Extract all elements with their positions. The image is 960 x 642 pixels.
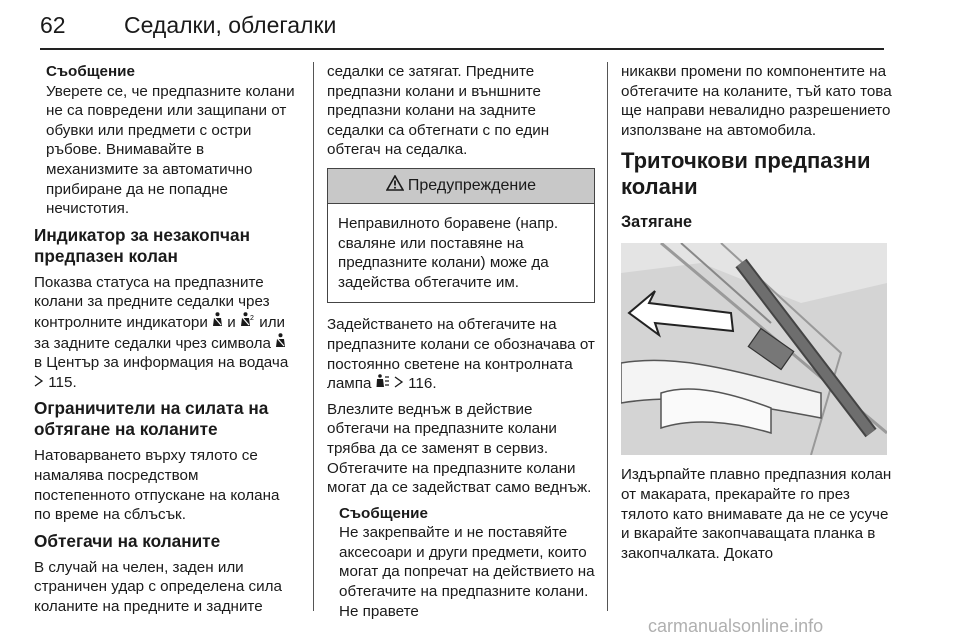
seatbelt-illustration xyxy=(621,243,887,455)
column-divider xyxy=(607,62,608,611)
seatbelt-icon xyxy=(212,312,223,333)
paragraph: Натоварването върху тялото се намалява посредством постепенното отпускане на колана по време на сблъсък. xyxy=(34,447,280,524)
subsection-heading: Затягане xyxy=(621,213,693,232)
warning-triangle-icon xyxy=(386,175,404,197)
text-run: Показва статуса на предпазните колани за предните седалки чрез контролните индикатори xyxy=(34,273,270,331)
column-2 xyxy=(327,62,595,627)
note-block xyxy=(327,504,595,622)
paragraph xyxy=(327,315,595,393)
page-ref-icon xyxy=(34,373,44,393)
page-number: 62 xyxy=(40,12,66,38)
note-text: Не закрепвайте и не поставяйте аксесоари и други предмети, които могат да попречат на действието на обтегачите на предпазните колани. Не правете xyxy=(339,524,595,620)
section-heading: Триточкови предпазни колани xyxy=(621,148,871,200)
page-title: Седалки, облегалки xyxy=(124,12,337,38)
note-label: Съобщение xyxy=(339,504,428,522)
column-divider xyxy=(313,62,314,611)
warning-box xyxy=(327,168,595,303)
seatbelt-rear-icon xyxy=(275,333,286,354)
header-rule xyxy=(40,48,884,50)
seatbelt-icon xyxy=(240,312,255,333)
warning-title: Предупреждение xyxy=(407,177,537,195)
text-run: или за задните седалки чрез символа xyxy=(34,313,286,352)
text-run: и xyxy=(223,313,240,331)
paragraph: Влезлите веднъж в действие обтегачи на предпазните колани трябва да се заменят в сервиз. Обтегачите на предпазните колани могат да се задействат само веднъж. xyxy=(327,400,592,497)
warning-header xyxy=(328,169,594,204)
warning-text: Неправилното боравене (напр. сваляне или поставяне на предпазните колани) може да задейства обтегачите им. xyxy=(338,214,559,291)
note-label: Съобщение xyxy=(46,63,135,80)
page-ref-icon xyxy=(394,374,404,394)
pretensioner-lamp-icon xyxy=(376,374,390,394)
paragraph xyxy=(34,273,296,393)
page-ref[interactable]: 116. xyxy=(408,375,437,393)
note-text: Уверете се, че предпазните колани не са повредени или защипани от обувки или предмети с остри ръбове. Внимавайте в механизмите за автоматично прибиране да не попадне нечистотия. xyxy=(46,82,295,218)
page-ref[interactable]: 115. xyxy=(48,373,77,391)
paragraph: В случай на челен, заден или страничен удар с определена сила коланите на предните и задните xyxy=(34,558,282,615)
paragraph: Издърпайте плавно предпазния колан от макарата, прекарайте го през тялото като внимавате да не се усуче и вкарайте закопчаващата планка в закопчалката. Докато xyxy=(621,466,892,562)
text-run: Задействането на обтегачите на предпазните колани се обозначава от постоянно светене на контролната лампа xyxy=(327,316,595,393)
section-heading: Обтегачи на коланите xyxy=(34,530,221,551)
section-heading: Ограничители на силата на обтягане на коланите xyxy=(34,398,269,440)
column-3 xyxy=(621,62,893,569)
note-block xyxy=(34,62,296,219)
paragraph: седалки се затягат. Предните предпазни колани и външните предпазни колани на задните седалки са обтегнати с по един обтегач на седалка. xyxy=(327,63,550,159)
paragraph: никакви промени по компонентите на обтегачите на коланите, тъй като това ще направи невалидно разрешението използване на автомобила. xyxy=(621,63,892,139)
text-run: в Център за информация на водача xyxy=(34,354,289,372)
svg-text:2: 2 xyxy=(249,314,254,322)
column-1 xyxy=(34,62,296,622)
page-header xyxy=(40,8,884,48)
watermark: carmanualsonline.info xyxy=(648,616,824,636)
section-heading: Индикатор за незакопчан предпазен колан xyxy=(34,224,250,266)
